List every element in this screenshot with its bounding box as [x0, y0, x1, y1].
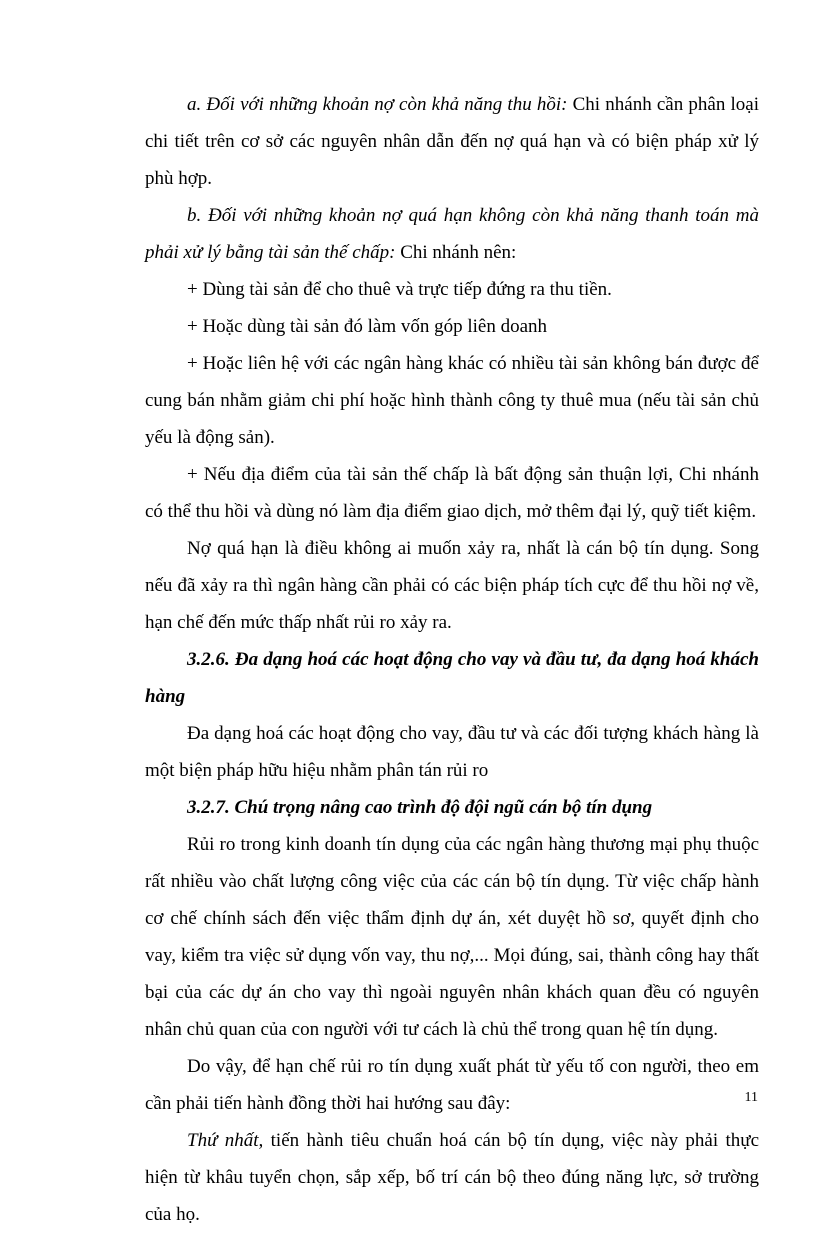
paragraph-lead: b. Đối với những khoản nợ quá hạn không còn khả năng thanh toán mà phải xử lý bằng tài sản thế chấp:: [145, 205, 759, 263]
document-body: [145, 86, 759, 1233]
paragraph-text: Chi nhánh nên:: [395, 242, 517, 263]
bullet-real-estate: + Nếu địa điểm của tài sản thế chấp là bất động sản thuận lợi, Chi nhánh có thể thu hồi và dùng nó làm địa điểm giao dịch, mở thêm đại lý, quỹ tiết kiệm.: [145, 464, 759, 522]
paragraph-lead: a. Đối với những khoản nợ còn khả năng thu hồi:: [187, 94, 568, 115]
page-number: 11: [744, 1090, 758, 1105]
paragraph-diversification: Đa dạng hoá các hoạt động cho vay, đầu tư và các đối tượng khách hàng là một biện pháp hữu hiệu nhằm phân tán rủi ro: [145, 723, 759, 781]
paragraph-debt-collateral: [145, 197, 759, 271]
paragraph-first-direction: [145, 1122, 759, 1233]
paragraph-overdue-debt: Nợ quá hạn là điều không ai muốn xảy ra, nhất là cán bộ tín dụng. Song nếu đã xảy ra thì ngân hàng cần phải có các biện pháp tích cực để thu hồi nợ về, hạn chế đến mức thấp nhất rủi ro xảy ra.: [145, 538, 759, 633]
paragraph-lead: Thứ nhất,: [187, 1130, 264, 1151]
paragraph-text: tiến hành tiêu chuẩn hoá cán bộ tín dụng, việc này phải thực hiện từ khâu tuyển chọn, sắp xếp, bố trí cán bộ theo đúng năng lực, sở trường của họ.: [145, 1130, 759, 1225]
paragraph-debt-recoverable: [145, 86, 759, 197]
paragraph-text: Chi nhánh cần phân loại chi tiết trên cơ sở các nguyên nhân dẫn đến nợ quá hạn và có biện pháp xử lý phù hợp.: [145, 94, 759, 189]
paragraph-credit-risk: Rủi ro trong kinh doanh tín dụng của các ngân hàng thương mại phụ thuộc rất nhiều vào chất lượng công việc của các cán bộ tín dụng. Từ việc chấp hành cơ chế chính sách đến việc thẩm định dự án, xét duyệt hồ sơ, quyết định cho vay, kiểm tra việc sử dụng vốn vay, thu nợ,... Mọi đúng, sai, thành công hay thất bại của các dự án cho vay thì ngoài nguyên nhân khách quan đều có nguyên nhân chủ quan của con người với tư cách là chủ thể trong quan hệ tín dụng.: [145, 834, 759, 1040]
section-heading-3-2-6: 3.2.6. Đa dạng hoá các hoạt động cho vay và đầu tư, đa dạng hoá khách hàng: [145, 649, 759, 707]
bullet-lease-assets: + Dùng tài sản để cho thuê và trực tiếp đứng ra thu tiền.: [187, 279, 612, 300]
bullet-joint-venture: + Hoặc dùng tài sản đó làm vốn góp liên doanh: [187, 316, 548, 337]
bullet-contact-banks: + Hoặc liên hệ với các ngân hàng khác có nhiều tài sản không bán được để cung bán nhằm giảm chi phí hoặc hình thành công ty thuê mua (nếu tài sản chủ yếu là động sản).: [145, 353, 759, 448]
paragraph-two-directions: Do vậy, để hạn chế rủi ro tín dụng xuất phát từ yếu tố con người, theo em cần phải tiến hành đồng thời hai hướng sau đây:: [145, 1056, 759, 1114]
section-heading-3-2-7: 3.2.7. Chú trọng nâng cao trình độ đội ngũ cán bộ tín dụng: [187, 797, 653, 818]
